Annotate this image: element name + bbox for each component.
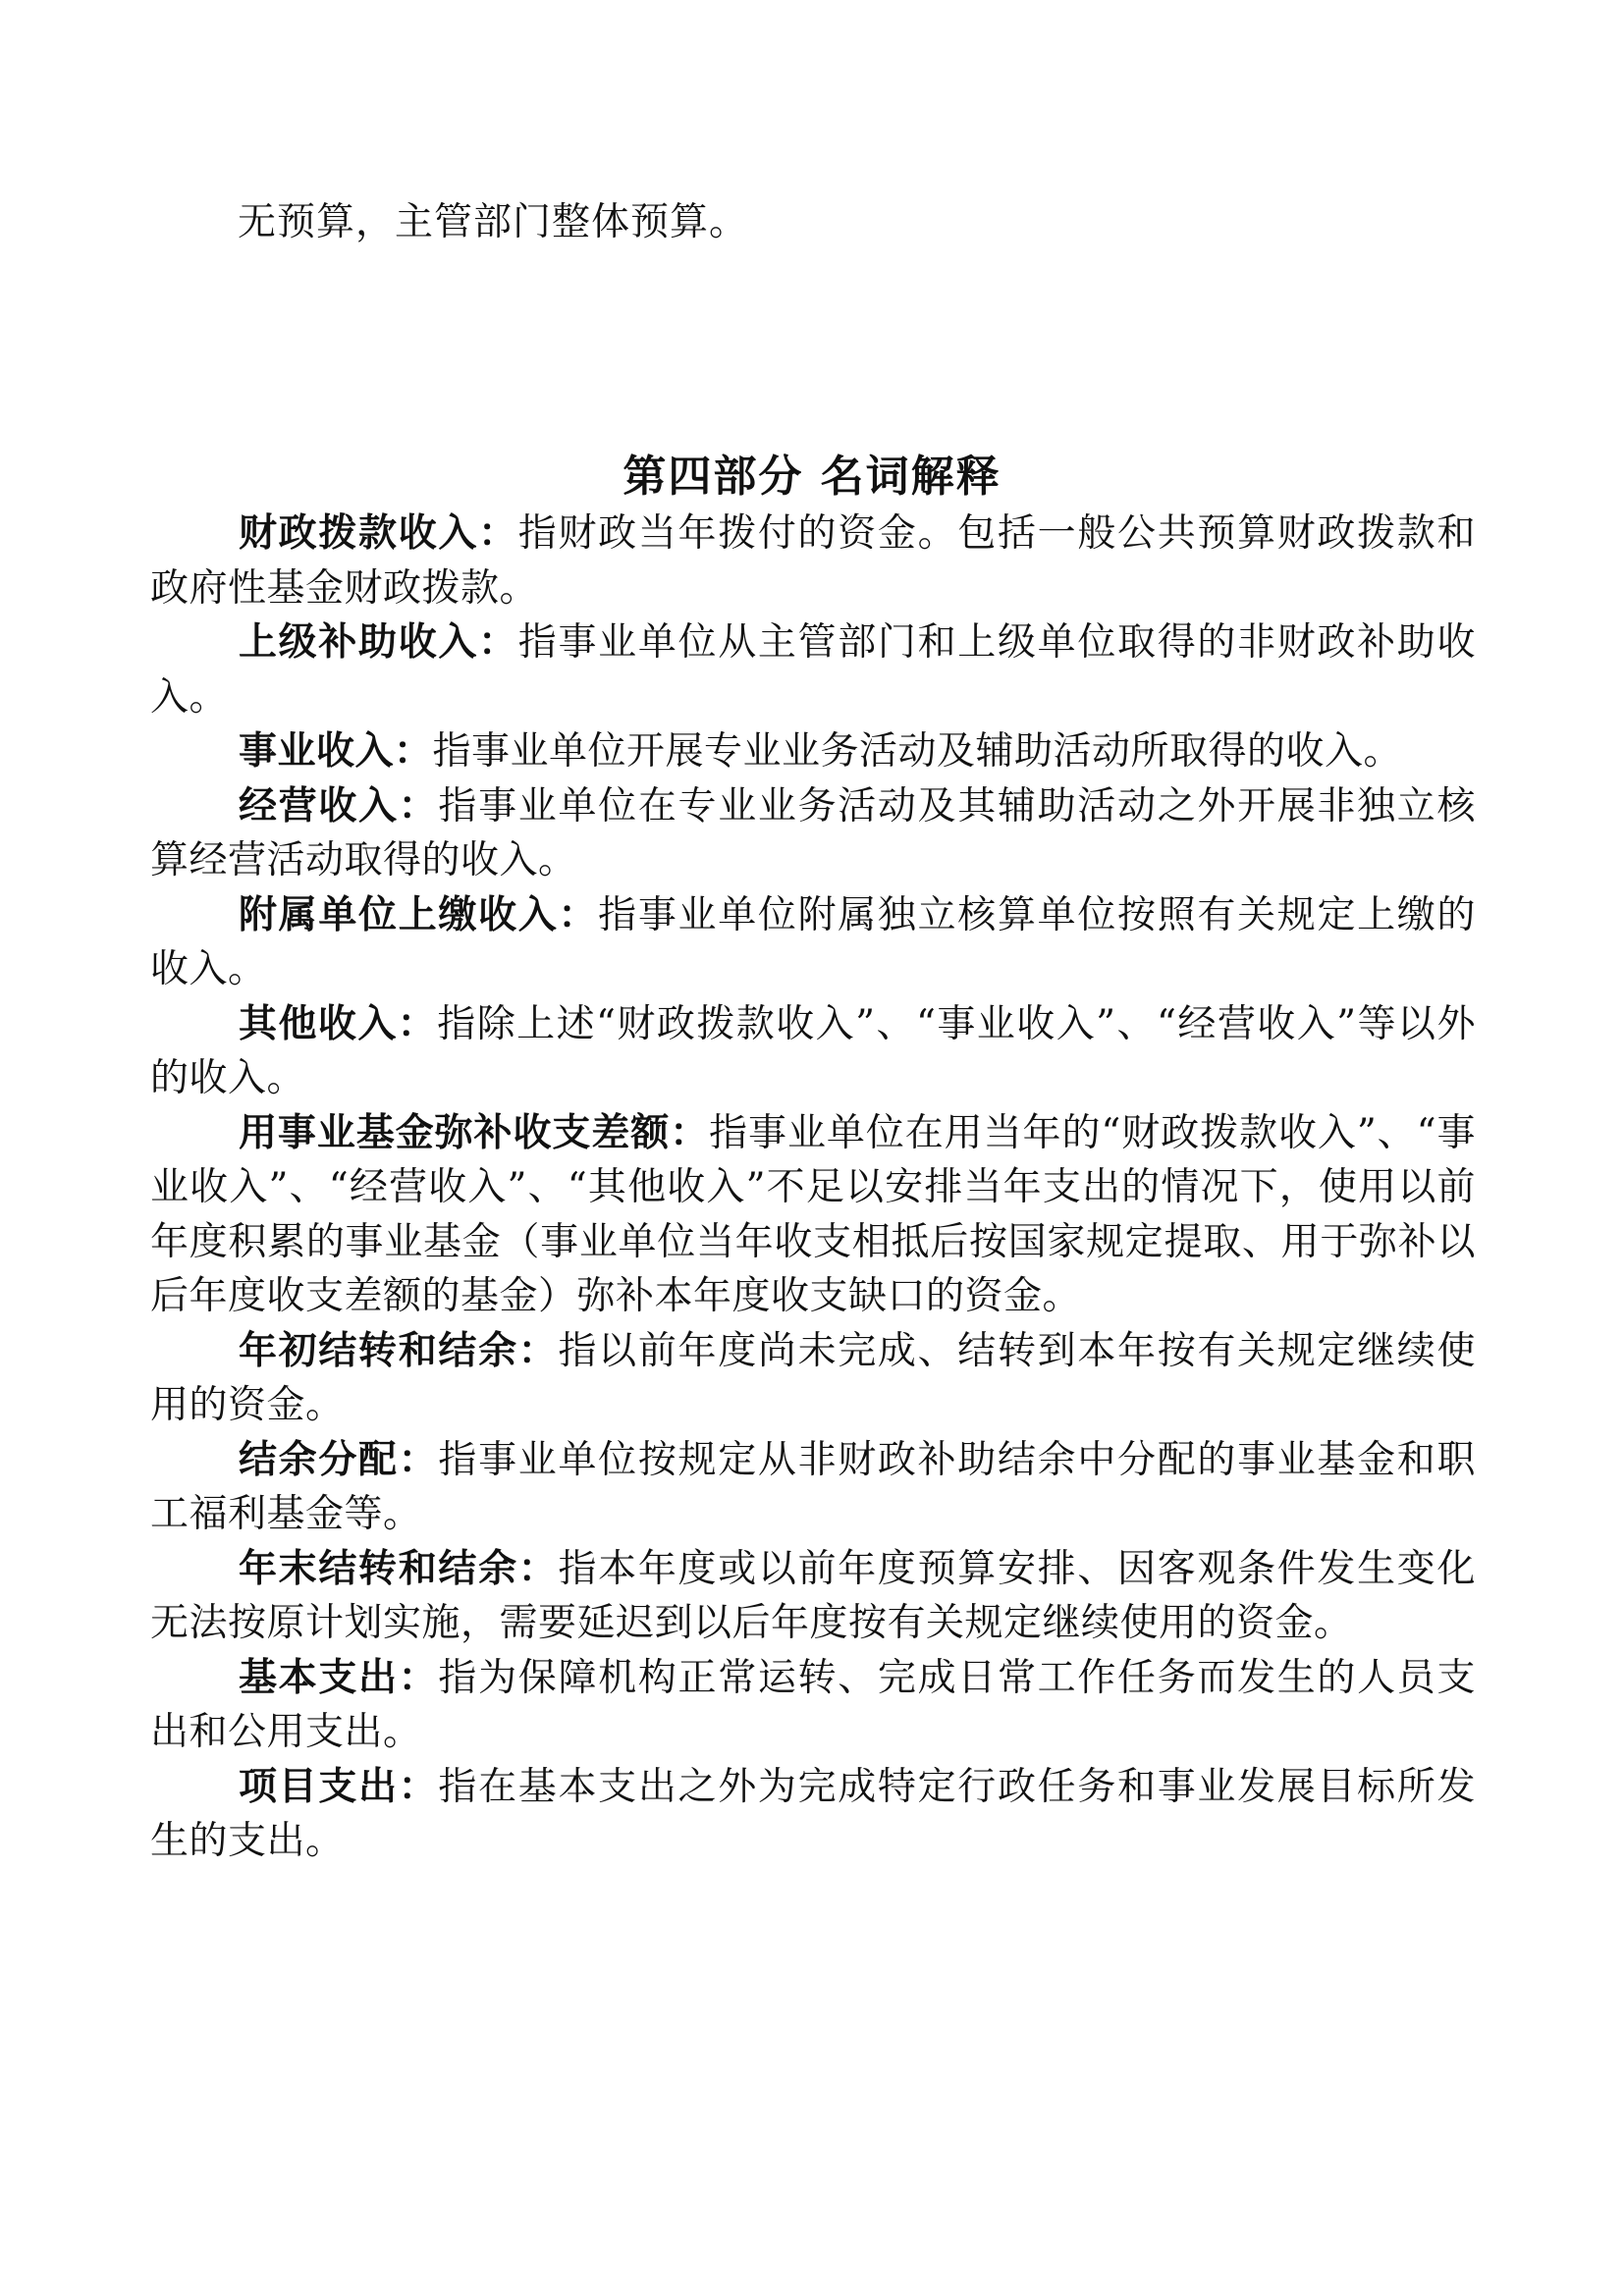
definition-term: 基本支出： <box>239 1654 439 1700</box>
definition-item <box>150 1433 1476 1542</box>
definition-term: 上级补助收入： <box>239 619 518 665</box>
definition-text: 指事业单位附属独立核算单位按照有关规定上缴的收入。 <box>150 892 1476 991</box>
definition-term: 年末结转和结余： <box>239 1545 559 1591</box>
definition-text: 指事业单位按规定从非财政补助结余中分配的事业基金和职工福利基金等。 <box>150 1437 1476 1536</box>
definition-item <box>150 1324 1476 1433</box>
definition-item <box>150 888 1476 997</box>
definition-term: 结余分配： <box>239 1436 439 1482</box>
definition-item <box>150 507 1476 615</box>
definition-text: 指事业单位在用当年的“财政拨款收入”、“事业收入”、“经营收入”、“其他收入”不足以安排当年支出的情况下，使用以前年度积累的事业基金（事业单位当年收支相抵后按国家规定提取、用于弥补以后年度收支差额的基金）弥补本年度收支缺口的资金。 <box>150 1110 1476 1318</box>
definition-item <box>150 1760 1476 1869</box>
section-title: 第四部分 名词解释 <box>623 452 1001 502</box>
definition-term: 项目支出： <box>239 1763 439 1809</box>
definition-item <box>150 779 1476 888</box>
definitions-list <box>150 507 1476 1869</box>
definition-text: 指事业单位在专业业务活动及其辅助活动之外开展非独立核算经营活动取得的收入。 <box>150 783 1476 882</box>
definition-text: 指本年度或以前年度预算安排、因客观条件发生变化无法按原计划实施，需要延迟到以后年度按有关规定继续使用的资金。 <box>150 1546 1476 1645</box>
definition-term: 其他收入： <box>239 1000 438 1046</box>
definition-term: 事业收入： <box>239 728 433 774</box>
definition-item <box>150 1106 1476 1324</box>
definition-term: 用事业基金弥补收支差额： <box>239 1109 710 1155</box>
definition-term: 经营收入： <box>239 782 439 828</box>
definition-term: 附属单位上缴收入： <box>239 891 599 937</box>
definition-term: 财政拨款收入： <box>239 510 518 556</box>
definition-text: 指以前年度尚未完成、结转到本年按有关规定继续使用的资金。 <box>150 1328 1476 1427</box>
definition-text: 指在基本支出之外为完成特定行政任务和事业发展目标所发生的支出。 <box>150 1764 1476 1863</box>
definition-term: 年初结转和结余： <box>239 1327 559 1373</box>
definition-item <box>150 615 1476 724</box>
definition-text: 指财政当年拨付的资金。包括一般公共预算财政拨款和政府性基金财政拨款。 <box>150 511 1476 611</box>
definition-text: 指为保障机构正常运转、完成日常工作任务而发生的人员支出和公用支出。 <box>150 1655 1476 1754</box>
definition-text: 指事业单位从主管部门和上级单位取得的非财政补助收入。 <box>150 620 1476 720</box>
definition-item <box>150 1651 1476 1760</box>
definition-item <box>150 724 1476 779</box>
definition-item <box>150 997 1476 1106</box>
definition-text: 指事业单位开展专业业务活动及辅助活动所取得的收入。 <box>432 729 1403 774</box>
definition-text: 指除上述“财政拨款收入”、“事业收入”、“经营收入”等以外的收入。 <box>150 1001 1476 1100</box>
intro-paragraph: 无预算，主管部门整体预算。 <box>238 200 749 244</box>
definition-item <box>150 1542 1476 1651</box>
